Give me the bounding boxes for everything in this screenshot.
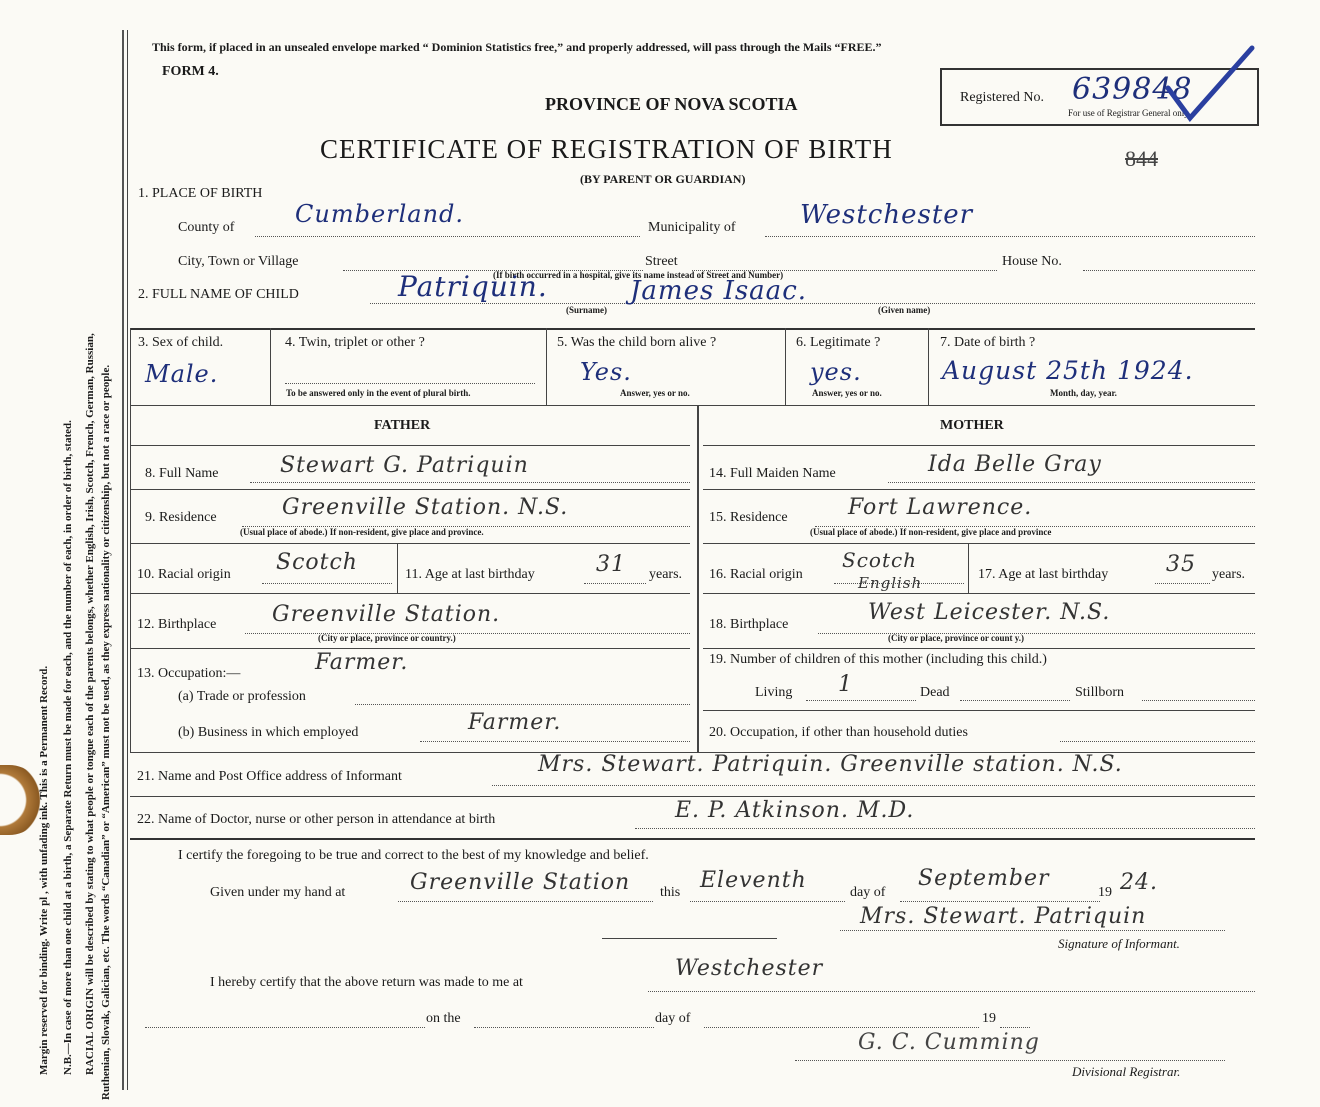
legitimate-label: 6. Legitimate ?	[796, 335, 881, 350]
doctor-value: E. P. Atkinson. M.D.	[675, 798, 915, 823]
binding-line-inner	[127, 30, 128, 1090]
father-birthplace-label: 12. Birthplace	[137, 617, 217, 632]
registrar-use-note: For use of Registrar General only.	[1068, 108, 1191, 118]
certify-statement: I certify the foregoing to be true and correct to the best of my knowledge and belief.	[178, 848, 649, 863]
living-label: Living	[755, 685, 793, 700]
father-birthplace-note: (City or place, province or country.)	[318, 633, 456, 643]
mother-age-label: 17. Age at last birthday	[978, 567, 1109, 582]
page-subtitle: (BY PARENT OR GUARDIAN)	[580, 172, 746, 186]
mother-birthplace-note: (City or place, province or count y.)	[888, 633, 1024, 643]
informant-signature: Mrs. Stewart. Patriquin	[860, 904, 1147, 929]
mother-children-label: 19. Number of children of this mother (including this child.)	[709, 652, 1047, 667]
street-label: Street	[645, 254, 678, 269]
child-surname: Patriquin.	[398, 270, 548, 303]
mother-name-value: Ida Belle Gray	[928, 452, 1102, 477]
this-label: this	[660, 885, 681, 900]
living-value: 1	[838, 672, 853, 697]
page-title: CERTIFICATE OF REGISTRATION OF BIRTH	[320, 134, 893, 164]
year-value: 24.	[1120, 870, 1158, 895]
year-prefix: 19	[1098, 885, 1112, 900]
dob-label: 7. Date of birth ?	[940, 335, 1036, 350]
day-of-label: day of	[850, 885, 886, 900]
check-mark-icon	[1160, 40, 1260, 130]
county-value: Cumberland.	[295, 200, 465, 228]
father-residence-label: 9. Residence	[145, 510, 217, 525]
mother-residence-label: 15. Residence	[709, 510, 788, 525]
form-number: FORM 4.	[162, 64, 219, 79]
nineteen-label: 19	[982, 1011, 996, 1026]
legitimate-note: Answer, yes or no.	[812, 388, 882, 398]
legitimate-value: yes.	[810, 358, 862, 386]
mother-birthplace-value: West Leicester. N.S.	[868, 600, 1111, 625]
mother-occupation-label: 20. Occupation, if other than household duties	[709, 725, 968, 740]
mother-racial-value: Scotch	[842, 548, 918, 572]
day-value: Eleventh	[700, 868, 807, 893]
signature-label: Signature of Informant.	[1058, 936, 1180, 951]
father-business-label: (b) Business in which employed	[178, 725, 359, 740]
alive-note: Answer, yes or no.	[620, 388, 690, 398]
side-note-2: N.B.—In case of more than one child at a birth, a Separate Return must be made for each, and the number of each, in order of birth, stated.	[62, 420, 74, 1075]
father-name-value: Stewart G. Patriquin	[280, 453, 529, 478]
child-given-name: James Isaac.	[630, 276, 808, 306]
side-note-1: Margin reserved for binding. Write pl , with unfading ink. This is a Permanent Record.	[38, 665, 50, 1075]
father-business-value: Farmer.	[468, 710, 562, 735]
stillborn-label: Stillborn	[1075, 685, 1125, 700]
dead-label: Dead	[920, 685, 950, 700]
registrar-label: Divisional Registrar.	[1072, 1064, 1181, 1079]
child-name-label: 2. FULL NAME OF CHILD	[138, 287, 299, 302]
mother-residence-note: (Usual place of abode.) If non-resident, give place and province	[810, 527, 1052, 537]
alive-label: 5. Was the child born alive ?	[557, 335, 717, 350]
top-notice: This form, if placed in an unsealed envelope marked “ Dominion Statistics free,” and properly addressed, will pass through the Mails “FREE.”	[152, 40, 882, 54]
father-occupation-value: Farmer.	[315, 650, 409, 675]
return-label: I hereby certify that the above return was made to me at	[210, 975, 523, 990]
sex-value: Male.	[145, 360, 219, 388]
father-racial-value: Scotch	[276, 550, 358, 575]
mother-age-years: years.	[1212, 567, 1246, 582]
sex-label: 3. Sex of child.	[138, 335, 224, 350]
father-birthplace-value: Greenville Station.	[272, 602, 501, 627]
city-label: City, Town or Village	[178, 254, 299, 269]
day-of-label-2: day of	[655, 1011, 691, 1026]
father-age-years: years.	[649, 567, 683, 582]
given-name-note: (Given name)	[878, 305, 931, 315]
twin-note: To be answered only in the event of plural birth.	[286, 388, 471, 398]
father-age-label: 11. Age at last birthday	[405, 567, 535, 582]
father-occupation-label: 13. Occupation:—	[137, 666, 241, 681]
on-the-label: on the	[426, 1011, 461, 1026]
house-label: House No.	[1002, 254, 1062, 269]
father-heading: FATHER	[374, 418, 431, 433]
province-heading: PROVINCE OF NOVA SCOTIA	[545, 94, 798, 114]
informant-label: 21. Name and Post Office address of Informant	[137, 769, 402, 784]
registrar-signature: G. C. Cumming	[858, 1030, 1040, 1055]
side-note-3: RACIAL ORIGIN will be described by stating to what people or tongue each of the parents belongs, whether English, Irish, Scotch, French, German, Russian,	[84, 333, 96, 1075]
mother-age-value: 35	[1166, 552, 1196, 577]
twin-label: 4. Twin, triplet or other ?	[285, 335, 425, 350]
father-racial-label: 10. Racial origin	[137, 567, 231, 582]
side-note-4: Ruthenian, Slovak, Galician, etc. The words “Canadian” or “American” must not be used, as they express nationality or citizenship, but not a race or people.	[100, 364, 112, 1100]
father-trade-label: (a) Trade or profession	[178, 689, 306, 704]
return-place-value: Westchester	[675, 956, 824, 981]
father-name-label: 8. Full Name	[145, 466, 219, 481]
mother-residence-value: Fort Lawrence.	[848, 495, 1033, 520]
mother-name-label: 14. Full Maiden Name	[709, 466, 836, 481]
binding-line	[122, 30, 124, 1090]
surname-note: (Surname)	[566, 305, 607, 315]
registered-number: 639848	[1072, 72, 1193, 107]
place-of-birth-label: 1. PLACE OF BIRTH	[138, 186, 263, 201]
father-residence-note: (Usual place of abode.) If non-resident, give place and province.	[240, 527, 484, 537]
hospital-note: (If birth occurred in a hospital, give its name instead of Street and Number)	[493, 270, 784, 280]
father-residence-value: Greenville Station. N.S.	[282, 495, 569, 520]
mother-racial-label: 16. Racial origin	[709, 567, 803, 582]
alive-value: Yes.	[580, 358, 632, 386]
month-value: September	[918, 866, 1050, 891]
mother-heading: MOTHER	[940, 418, 1004, 433]
corner-number: 844	[1125, 146, 1158, 171]
given-under-label: Given under my hand at	[210, 885, 346, 900]
municipality-label: Municipality of	[648, 220, 736, 235]
dob-note: Month, day, year.	[1050, 388, 1117, 398]
county-label: County of	[178, 220, 235, 235]
mother-racial-value-2: English	[858, 574, 923, 592]
mother-birthplace-label: 18. Birthplace	[709, 617, 789, 632]
doctor-label: 22. Name of Doctor, nurse or other person in attendance at birth	[137, 812, 496, 827]
municipality-value: Westchester	[800, 200, 974, 230]
dob-value: August 25th 1924.	[942, 356, 1194, 385]
registered-label: Registered No.	[960, 90, 1044, 105]
informant-value: Mrs. Stewart. Patriquin. Greenville station. N.S.	[538, 752, 1123, 777]
given-place-value: Greenville Station	[410, 870, 631, 895]
father-age-value: 31	[596, 552, 626, 577]
